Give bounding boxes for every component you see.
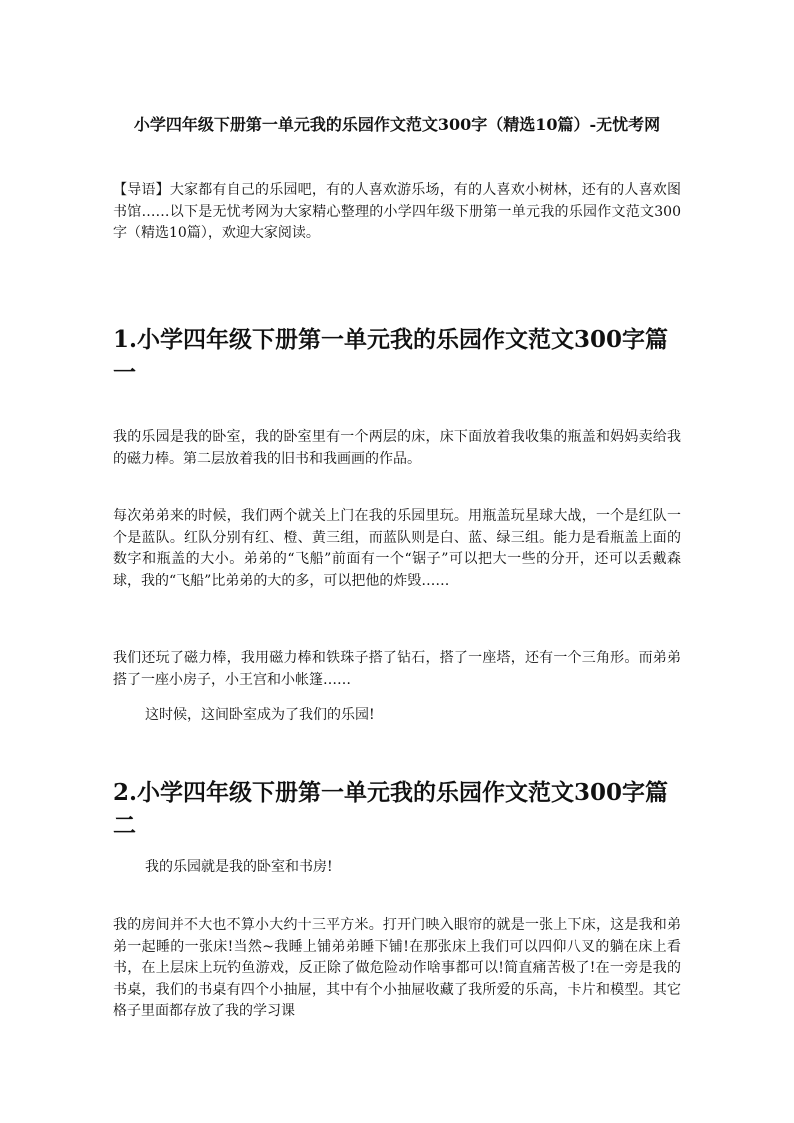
section-1-paragraph-4: 这时候，这间卧室成为了我们的乐园! bbox=[145, 707, 375, 723]
section-heading-1: 1.小学四年级下册第一单元我的乐园作文范文300字篇一 bbox=[113, 326, 669, 386]
document-title: 小学四年级下册第一单元我的乐园作文范文300字（精选10篇）-无忧考网 bbox=[133, 115, 661, 134]
intro-paragraph: 【导语】大家都有自己的乐园吧，有的人喜欢游乐场，有的人喜欢小树林，还有的人喜欢图书馆……以下是无忧考网为大家精心整理的小学四年级下册第一单元我的乐园作文范文300字（精选10篇），欢迎大家阅读。 bbox=[113, 182, 681, 241]
section-1-paragraph-3: 我们还玩了磁力棒，我用磁力棒和铁珠子搭了钻石，搭了一座塔，还有一个三角形。而弟弟搭了一座小房子，小王宫和小帐篷…… bbox=[113, 650, 681, 688]
section-heading-2: 2.小学四年级下册第一单元我的乐园作文范文300字篇二 bbox=[113, 779, 669, 839]
section-2-paragraph-1: 我的乐园就是我的卧室和书房! bbox=[145, 859, 333, 875]
section-1-paragraph-1: 我的乐园是我的卧室，我的卧室里有一个两层的床，床下面放着我收集的瓶盖和妈妈卖给我的磁力棒。第二层放着我的旧书和我画画的作品。 bbox=[113, 429, 681, 467]
section-1-paragraph-2: 每次弟弟来的时候，我们两个就关上门在我的乐园里玩。用瓶盖玩星球大战，一个是红队一个是蓝队。红队分别有红、橙、黄三组，而蓝队则是白、蓝、绿三组。能力是看瓶盖上面的数字和瓶盖的大小。弟弟的“飞船”前面有一个“锯子”可以把大一些的分开，还可以丢戴森球，我的“飞船”比弟弟的大的多，可以把他的炸毁…… bbox=[113, 508, 681, 589]
section-2-paragraph-2: 我的房间并不大也不算小大约十三平方米。打开门映入眼帘的就是一张上下床，这是我和弟弟一起睡的一张床!当然~我睡上铺弟弟睡下铺!在那张床上我们可以四仰八叉的躺在床上看书，在上层床上玩钓鱼游戏，反正除了做危险动作啥事都可以!简直痛苦极了!在一旁是我的书桌，我们的书桌有四个小抽屉，其中有个小抽屉收藏了我所爱的乐高，卡片和模型。其它格子里面都存放了我的学习课 bbox=[113, 917, 681, 1019]
